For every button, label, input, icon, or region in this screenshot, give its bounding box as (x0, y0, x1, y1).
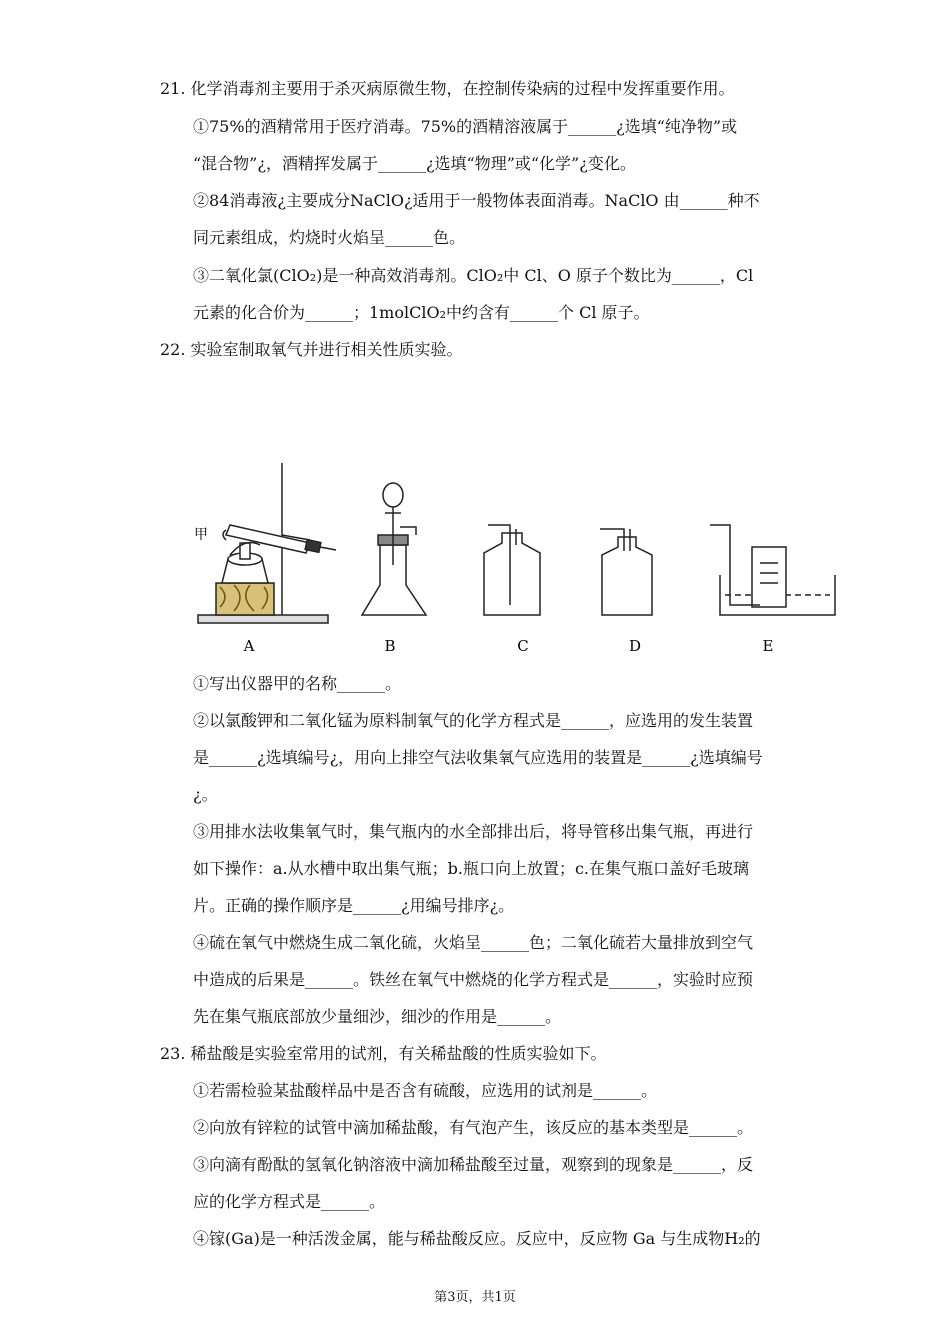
q23-line-4: 应的化学方程式是______。 (193, 1192, 386, 1211)
q21-line-2: “混合物”¿，酒精挥发属于______¿选填“物理”或“化学”¿变化。 (193, 154, 636, 173)
label-c: C (517, 637, 529, 655)
label-a: A (243, 637, 255, 655)
q23-line-3: ③向滴有酚酞的氢氧化钠溶液中滴加稀盐酸至过量，观察到的现象是______，反 (193, 1155, 754, 1174)
q23-line-5: ④镓(Ga)是一种活泼金属，能与稀盐酸反应。反应中，反应物 Ga 与生成物H₂的 (193, 1229, 761, 1248)
q23-line-2: ②向放有锌粒的试管中滴加稀盐酸，有气泡产生，该反应的基本类型是______。 (193, 1118, 754, 1137)
q22-line-5: ③用排水法收集氧气时，集气瓶内的水全部排出后，将导管移出集气瓶，再进行 (193, 822, 754, 841)
q21-line-6: 元素的化合价为______；1molClO₂中约含有______个 Cl 原子。 (193, 303, 650, 322)
q22-line-8: ④硫在氧气中燃烧生成二氧化硫，火焰呈______色；二氧化硫若大量排放到空气 (193, 933, 754, 952)
apparatus-c (484, 525, 540, 615)
q23-line-1: ①若需检验某盐酸样品中是否含有硫酸，应选用的试剂是______。 (193, 1081, 658, 1100)
apparatus-b (362, 483, 426, 615)
q22-title: 22. 实验室制取氧气并进行相关性质实验。 (160, 340, 463, 359)
q22-line-2: ②以氯酸钾和二氧化锰为原料制氧气的化学方程式是______，应选用的发生装置 (193, 711, 754, 730)
label-jia: 甲 (194, 527, 208, 543)
page-footer: 第3页，共1页 (434, 1290, 516, 1305)
q21-line-3: ②84消毒液¿主要成分NaClO¿适用于一般物体表面消毒。NaClO 由______种不 (193, 191, 760, 210)
q21-title: 21. 化学消毒剂主要用于杀灭病原微生物，在控制传染病的过程中发挥重要作用。 (160, 79, 735, 98)
label-d: D (628, 637, 642, 655)
apparatus-e (710, 525, 835, 615)
q21-line-5: ③二氧化氯(ClO₂)是一种高效消毒剂。ClO₂中 Cl、O 原子个数比为______，Cl (193, 266, 754, 285)
q22-line-1: ①写出仪器甲的名称______。 (193, 674, 402, 693)
q22-line-4: ¿。 (193, 785, 218, 804)
q21-line-1: ①75%的酒精常用于医疗消毒。75%的酒精溶液属于______¿选填“纯净物”或 (193, 117, 738, 136)
q22-line-3: 是______¿选填编号¿，用向上排空气法收集氧气应选用的装置是______¿选填编号 (193, 748, 763, 767)
apparatus-a (198, 463, 336, 623)
apparatus-d (600, 529, 652, 615)
q22-line-6: 如下操作：a.从水槽中取出集气瓶；b.瓶口向上放置；c.在集气瓶口盖好毛玻璃 (193, 859, 750, 878)
lab-apparatus-figure (190, 455, 850, 665)
q23-title: 23. 稀盐酸是实验室常用的试剂，有关稀盐酸的性质实验如下。 (160, 1044, 607, 1063)
label-e: E (762, 637, 774, 655)
q22-line-10: 先在集气瓶底部放少量细沙，细沙的作用是______。 (193, 1007, 562, 1026)
q22-line-9: 中造成的后果是______。铁丝在氧气中燃烧的化学方程式是______，实验时应预 (193, 970, 754, 989)
q21-line-4: 同元素组成，灼烧时火焰呈______色。 (193, 228, 466, 247)
label-b: B (384, 637, 396, 655)
q22-line-7: 片。正确的操作顺序是______¿用编号排序¿。 (193, 896, 515, 915)
